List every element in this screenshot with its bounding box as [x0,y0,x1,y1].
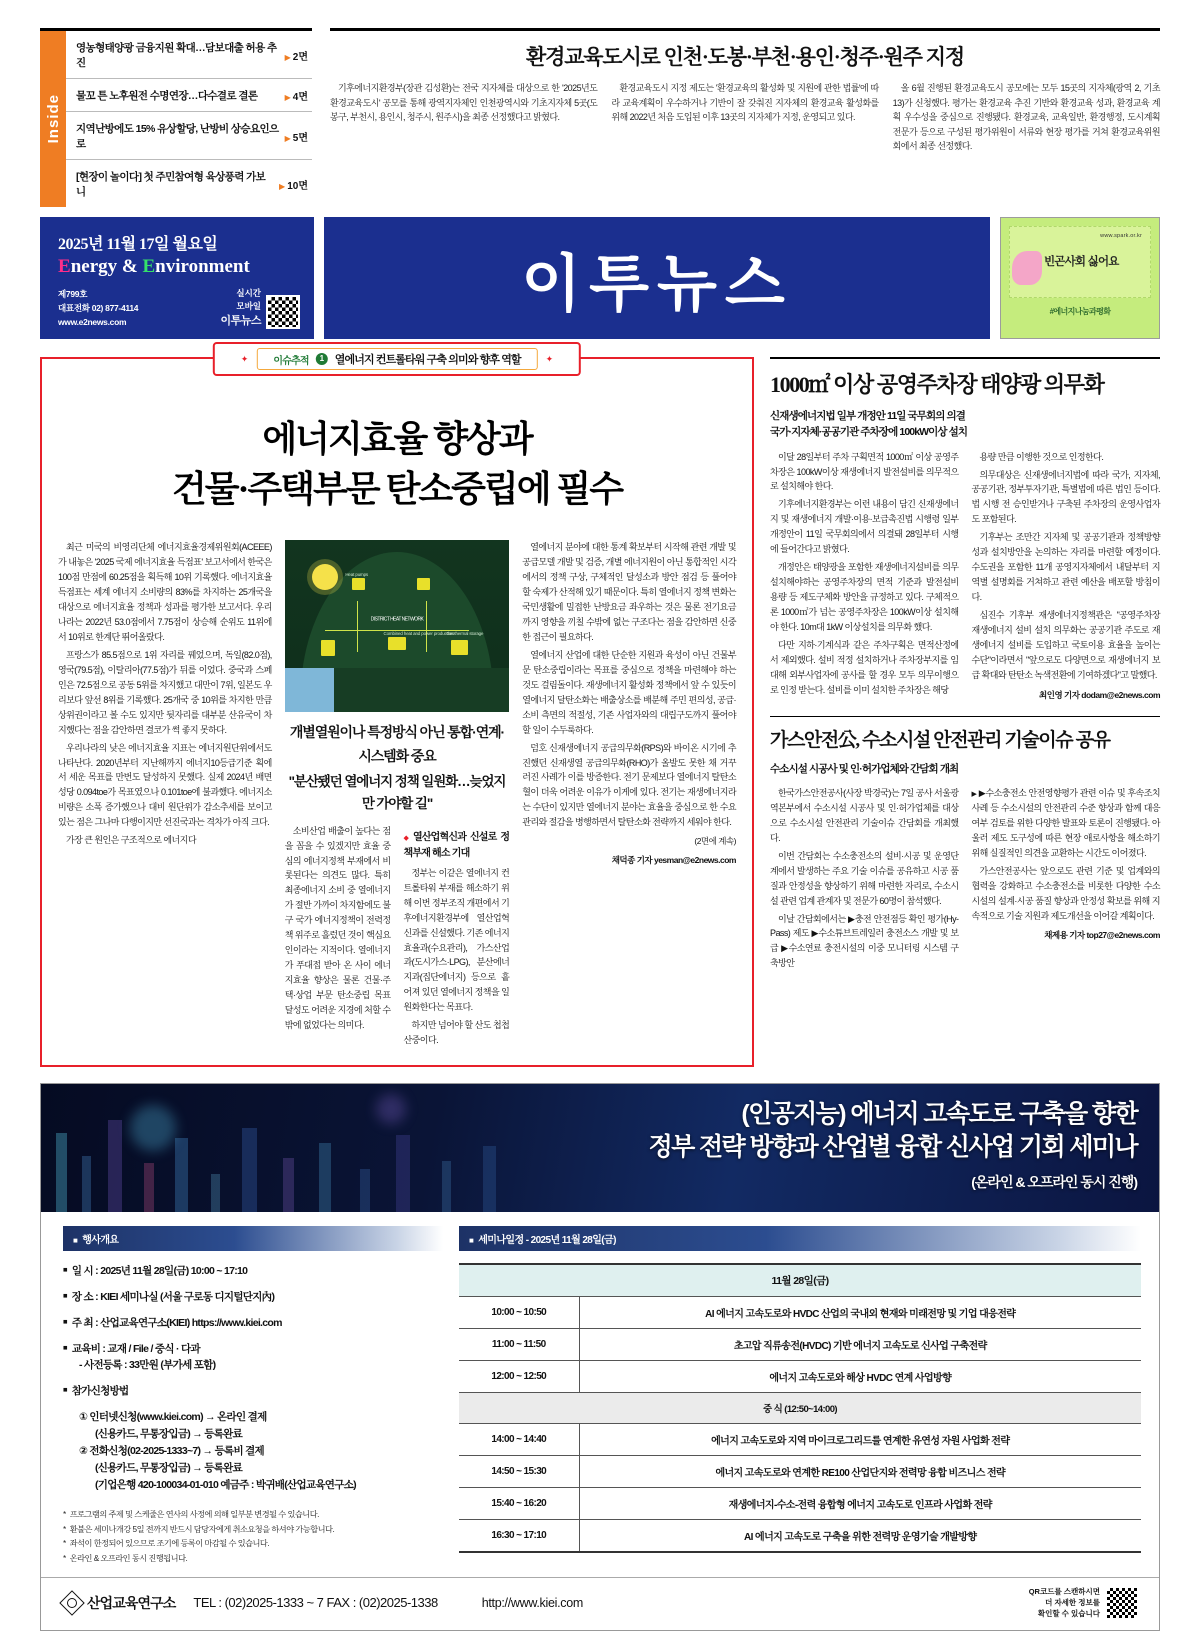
heat-pump-icon [352,578,365,590]
article-column-with-figure [285,540,509,1051]
inside-item-page: ▶ 5면 [285,129,308,144]
qr-line-1: QR코드를 스캔하시면 [1028,1586,1100,1596]
inside-index-box [40,28,312,207]
article-columns [770,450,1160,702]
seminar-footer-bar [41,1577,1159,1630]
sea-area [285,668,339,712]
seminar-hero-banner [41,1084,1159,1212]
article-column [285,824,391,1051]
session-topic: 에너지 고속도로와 해상 HVDC 연계 사업방향 [579,1361,1141,1393]
paragraph: 기후부는 조만간 지자체 및 공공기관과 정책방향성과 설치방안을 논의하는 자리를 마련할 예정이다. 수도권을 포함한 11개 공영지자체에서 내달부터 지역별 설명회를 거쳐하고 관련 예산을 배포할 방침이다. [971,532,1160,603]
byline: 채덕종 기자 yesman@e2news.com [611,855,736,866]
paragraph: 소비산업 배출이 높다는 점을 꼽을 수 있겠지만 효율 중심의 에너지정책 부재에서 비롯된다는 의견도 많다. 특히 최종에너지 소비 중 열에너지가 절반 가까이 차지함에도 불구 국가 에너지정책이 전력정책 위주로 흘렀던 것이 핵심요인이라는 지적이다. 열에너지가 푸대접 받아 온 사이 에너지효율 향상은 물론 건물·주택·상업 부문 탄소중립 목표 달성도 어려운 지경에 처할 수밖에 없었다는 의미다. [284,825,391,1030]
note: * 프로그램의 주제 및 스케줄은 연사의 사정에 의해 일부분 변경될 수 있습니다. [63,1508,443,1523]
table-row [459,1424,1141,1456]
seminar-subtitle: (온라인 & 오프라인 동시 진행) [971,1174,1137,1191]
article-column [404,824,510,1051]
overview-section-header: ■ 행사개요 [63,1226,443,1251]
headline-line-2: 건물·주택부문 탄소중립에 필수 [171,468,623,509]
table-row-break [459,1393,1141,1424]
ribbon-label: 열에너지 컨트롤타워 구축 의미와 향후 역할 [334,354,521,367]
right-column [770,357,1160,988]
inside-item-text: 물꼬 튼 노후원전 수명연장…다수결로 결론 [76,90,258,102]
kiei-diamond-icon [59,1590,84,1615]
figure-label: Heat pumps [345,572,369,578]
paragraph: 기후에너지환경부는 이런 내용이 담긴 신재생에너지 및 재생에너지 개발·이용·보급촉진법 시행령 일부 개정안이 11일 국무회의에서 의결돼 28일부터 시행에 들어간다고 밝혔다. [770,499,959,555]
apply-label: 참가신청방법 [71,1385,129,1398]
network-line [357,601,358,653]
article-column [972,450,1161,702]
host-label: 주 최 [71,1316,93,1329]
article-subheadline [770,408,1160,441]
article-column [611,81,878,156]
masthead-mobile [220,287,300,329]
organization-name: 산업교육연구소 [87,1594,176,1611]
city-skyline-graphic [41,1084,555,1212]
continued-note: (2면에 계속) [694,836,736,847]
inside-item-text: 지역난방에도 15% 유상할당, 난방비 상승요인으로 [76,123,279,150]
environment-word: nvironment [155,256,250,277]
place-label: 장 소 [71,1290,93,1303]
paragraph: 열에너지 산업에 대한 단순한 지원과 육성이 아닌 건물부문 탄소중립이라는 목표를 중심으로 정책을 마련해야 하는 것도 걸림돌이다. 재생에너지 활성화 정책에서 앞 수 있듯이 열에너지 달탄소화는 배출상소를 배분해 주민 편의성, 공급·소비 측면의 적절성, 기존 사업자와의 대립구도까지 풀어야 할 일이 수두룩하다. [522,649,736,735]
inside-item-page: ▶ 10면 [279,177,308,192]
seminar-overview-panel [63,1226,443,1567]
table-row [459,1297,1141,1329]
headline-line-1: 에너지효율 향상과 [262,419,532,460]
article-column [330,81,597,156]
list-item[interactable] [66,79,312,112]
paragraph: 정부는 이같은 열에너지 컨트롤타워 부재를 해소하기 위해 이번 정부조직 개편에서 기후에너지환경부에 열산업혁신과를 신설했다. 기존 에너지효율과(수요관리), 가스산업과(도시가스·LPG), 분산에너지과(집단에너지) 등으로 흩어져 있던 열에너지 정책을 일원화한다는 목표다. [403,867,510,1013]
ground-area [334,668,509,712]
session-time: 14:50 ~ 15:30 [459,1456,579,1488]
top-article-headline: 환경교육도시로 인천·도봉·부천·용인·청주·원주 지정 [526,45,964,69]
right-article-solar [770,357,1160,702]
ad-url: www.spark.or.kr [1100,233,1142,239]
paragraph: 열에너지 분야에 대한 통계 확보부터 시작해 관련 개발 및 공급모델 개발 및 검증, 개별 에너지원이 아닌 통합적인 시각에서의 정책 구상, 구체적인 달성소과 방안 점검 등 풀어야 할 숙제가 산적해 있기 때문이다. 특히 열에너지 정책 변화는 국민생활에 밀접한 난방요금 좌우하는 것은 물론 전기요금까지 영향을 끼칠 수밖에 없는 구조다는 점을 감안하면 신중한 접근이 필요하다. [522,542,736,643]
seminar-advertisement[interactable] [40,1083,1160,1631]
qr-line-3: 확인할 수 있습니다 [1037,1609,1100,1619]
inside-item-text: 영농형태양광 금융지원 확대…담보대출 허용 추진 [76,42,277,69]
inside-item-page: ▶ 2면 [285,48,308,63]
qr-code-icon[interactable] [1107,1588,1137,1618]
masthead-advertisement[interactable] [1000,217,1160,339]
apply-line: ② 전화신청(02-2025-1333~7) → 등록비 결제 [79,1444,264,1457]
note: * 환불은 세미나개강 5일 전까지 반드시 담당자에게 취소요청을 하셔야 가능합니다. [63,1523,443,1538]
sub-body [404,866,510,1048]
paragraph: 환경교육도시 지정 제도는 '환경교육의 활성화 및 지원에 관한 법률'에 따라 교육계획이 우수하거나 기반이 잘 갖춰진 지자체의 환경교육 활성화를 위해 2022년 처음 도입된 이후 13곳의 지자체가 지정, 운영되고 있다. [611,83,879,123]
paragraph: 프랑스가 85.5점으로 1위 자리를 꿰었으며, 독일(82.0점), 영국(79.5점), 이탈리아(77.5점)가 뒤를 이었다. 중국과 스페인은 72.5점으로 공동 5위를 차지했고 대만이 7위, 일본도 우리보다 앞선 8위를 기록했다. 25개국 중 10위를 차지한 만큼 상위권이라고 볼 수도 있지만 뒷자리를 대부분 산유국이 차지했다는 점을 감안하면 결코가 썩 좋지 못하다. [58,649,272,735]
feature-article [40,353,754,1067]
paragraph: 한국가스안전공사(사장 박경국)는 7일 공사 서울광역본부에서 수소시설 시공사 및 인·허가업체를 대상으로 수소시설 안전관리 기술이슈 간담회를 개최했다. [770,788,959,843]
seminar-notes [63,1508,443,1567]
sun-icon [312,564,338,590]
issue-number: 제799호 [58,289,88,299]
article-columns [770,786,1160,974]
paragraph: 하지만 넘어야 할 산도 첩첩산중이다. [403,1020,510,1046]
publication-date: 2025년 11월 17일 월요일 [58,236,218,253]
note: * 좌석이 한정되어 있으므로 조기에 등록이 마감될 수 있습니다. [63,1537,443,1552]
date-value: 2025년 11월 28일(금) 10:00 ~ 17:10 [100,1265,248,1278]
apply-line: (기업은행 420-100034-01-010 예금주 : 박귀배(산업교육연구소) [95,1478,356,1491]
session-time: 12:00 ~ 12:50 [459,1361,579,1393]
paragraph: 이날 간담회에서는 ▶충전 안전점등 확인 평가(Hy-Pass) 제도 ▶수소튜브트레일러 충전소스 개발 및 보급 ▶수소연료 충전시설의 이중 모니터링 시스템 구축방안 [770,913,959,969]
info-date: ■ 일 시 : 2025년 11월 28일(금) 10:00 ~ 17:10 [63,1263,443,1280]
place-value: KIEI 세미나실 (서울 구로동 디지털단지內) [100,1290,275,1303]
masthead-info-panel [40,217,314,339]
list-item[interactable] [66,160,312,207]
feature-ribbon [213,342,581,376]
diamond-icon: ✦ [545,353,554,364]
session-topic: AI 에너지 고속도로 구축을 위한 전력망 운영기술 개발방향 [579,1520,1141,1553]
article-headline: 가스안전公, 수소시설 안전관리 기술이슈 공유 [770,729,1110,751]
paragraph: 최근 미국의 비영리단체 에너지효율경제위원회(ACEEE)가 내놓은 '2025 국제 에너지효율 득점표' 보고서에서 한국은 100점 만점에 60.25점을 획득해 10위 기록했다. 에너지효율 득점표는 세계 에너지 소비량의 83%를 차지하는 25개국을 대상으로 에너지효율 정책과 성과를 평가한 보고서다. 우리나라는 2022년 53.0점에서 7.75점이 상승해 순위도 11위에서 10위로 한계단 뛰어올랐다. [58,542,272,643]
inside-list [66,31,312,207]
top-article [330,28,1160,156]
masthead-english-title [58,256,300,278]
masthead-details [58,287,300,329]
ribbon-inner [256,348,537,370]
session-time: 16:30 ~ 17:10 [459,1520,579,1553]
schedule-table [459,1263,1141,1553]
e-pink: E [58,256,71,277]
article-column [522,540,736,1051]
paragraph: 용량 만큼 이행한 것으로 인정한다. [979,451,1104,462]
qr-line-2: 더 자세한 정보를 [1045,1598,1100,1608]
schedule-section-header: ■ 세미나일정 - 2025년 11월 28일(금) [459,1226,1141,1251]
brand-name: 이투뉴스 [220,314,261,327]
district-heating-infographic [285,540,509,712]
hero-text-block [649,1098,1137,1192]
mobile-label: 모바일 [236,300,261,311]
qr-section [1029,1586,1137,1620]
organization-url[interactable]: http://www.kiei.com [481,1595,583,1610]
info-host: ■ 주 최 : 산업교육연구소(KIEI) https://www.kiei.com [63,1315,443,1332]
session-topic: 에너지 고속도로와 연계한 RE100 산업단지와 전력망 융합 비즈니스 전략 [579,1456,1141,1488]
paragraph: ▶ ▶수소충전소 안전영향평가 관련 이슈 및 후속조치 사례 등 수소시설의 안전관리 수준 향상과 함께 대응 여부 검토를 위한 다양한 발표와 토론이 진행됐다. 아울러 제도 도구성에 따른 현장 애로사항을 해소하기 위해 실질적인 의견을 교환하는 시간도 이어졌다. [972,786,1161,861]
seminar-body [41,1212,1159,1577]
paragraph: 가스안전공사는 앞으로도 관련 기준 및 업계와의 협력을 강화하고 수소충전소를 비롯한 다양한 수소시설의 설계·시공 품질 향상과 안정성 확보를 위해 지속적으로 기술 지원과 제도개선을 이어갈 계획이다. [971,865,1160,921]
info-apply [63,1383,443,1400]
inside-item-text: [현장이 놀이다] 첫 주민참여형 육상풍력 가보니 [76,171,266,198]
apply-line: (신용카드, 무통장입금) → 등록완료 [95,1461,243,1474]
website-url[interactable]: www.e2news.com [58,317,127,328]
fee-value: 교재 / File / 중식 · 다과 [107,1342,200,1355]
apply-line: (신용카드, 무통장입금) → 등록완료 [95,1427,243,1440]
session-time: 14:00 ~ 14:40 [459,1424,579,1456]
subheadline-line-1: 신재생에너지법 일부 개정안 11일 국무회의 의결 [770,410,966,423]
session-time: 10:00 ~ 10:50 [459,1297,579,1329]
seminar-schedule-panel [459,1226,1141,1567]
note: * 온라인 & 오프라인 동시 진행됩니다. [63,1552,443,1567]
masthead [0,207,1200,339]
article-column [770,786,959,974]
session-topic: 에너지 고속도로와 지역 마이크로그리드를 연계한 유연성 자원 사업화 전략 [579,1424,1141,1456]
energy-word: nergy & [70,256,143,277]
table-row [459,1456,1141,1488]
host-value[interactable]: 산업교육연구소(KIEI) https://www.kiei.com [100,1316,282,1329]
feature-headline [58,415,736,514]
session-time: 15:40 ~ 16:20 [459,1488,579,1520]
diamond-icon: ✦ [240,353,249,364]
sub-headline: ◆ 열산업혁신과 신설로 정책부재 해소 기대 [404,830,510,863]
page-title: 이투뉴스 [521,249,793,319]
ad-footer-text: #에너지나눔과평화 [1049,307,1111,316]
inside-item-page: ▶ 4면 [285,88,308,103]
article-column [893,81,1160,156]
paragraph: 가장 큰 원인은 구조적으로 에너지다 [66,835,196,846]
paragraph: 다만 지하·기계식과 같은 주차구획은 면적산정에서 제외했다. 설비 적정 설치하거나 주차장부지를 임대해 외부사업자에 공사를 할 경우 모두 의무이행으로 인정 받는다. 설비를 이미 설치한 주차장은 해당 [770,639,959,695]
session-topic: 초고압 직류송전(HVDC) 기반 에너지 고속도로 신사업 구축전략 [579,1329,1141,1361]
glow-effect [130,1105,176,1151]
fee-label: 교육비 [71,1342,101,1355]
article-subheadline: 수소시설 시공사 및 인·허가업체와 간담회 개최 [770,762,959,775]
figure-center-label: DISTRICT HEAT NETWORK [370,616,424,622]
paragraph: 의무대상은 신재생에너지법에 따라 국가, 지자체, 공공기관, 정부투자기관, 특별법에 따른 법인 등이다. 법 시행 전 승인받거나 구축된 주차장의 운영사업자도 포함된다. [971,469,1160,525]
ribbon-tag: 이슈추적 [273,355,309,367]
qr-code-icon[interactable] [266,295,300,329]
paragraph: 개정안은 태양광을 포함한 재생에너지설비를 의무설치해야하는 공영주차장의 면적 기준과 발전설비 용량 등 제도구체화 방안을 규정하고 있다. 구체적으론 1000㎡가 넘는 공영주차장은 100kW이상 설치해야 한다. 10m대 1kW 이상설치를 의무화 했다. [770,562,959,632]
building-node-icon [321,640,335,656]
figure-image [285,540,509,712]
table-row [459,1520,1141,1553]
paragraph: 우리나라의 낮은 에너지효율 지표는 에너지원단위에서도 나타난다. 2020년부터 지난해까지 에너지10등급기준 획에서 세운 목표를 만번도 달성하지 못했다. 실제 2024년 배면성당 0.094toe가 목표였으나 0.101toe에 불과했다. 에너지소비량은 소폭 증가했으나 대비 원단위가 감소추세를 보이고 있는 점은 그나마 다행이지만 선진국과는 격차가 아직 크다. [58,742,272,828]
subheadline-line-2: 국가·지자체·공공기관 주차장에 100kW이상 설치 [770,426,968,439]
table-row [459,1361,1141,1393]
session-time: 11:00 ~ 11:50 [459,1329,579,1361]
inside-tab [40,31,66,207]
paragraph: 덤호 신재생에너지 공급의무화(RPS)와 바이온 시기에 추진했던 신재생열 공급의무화(RHO)가 올발도 못한 채 거꾸러진 사례가 이를 방증한다. 전기 문제보다 열에너지 탈탄소혈이 더욱 어려운 이유가 이게에 있다. 전기는 재생에너지라는 수단이 있지만 열에너지 분야는 효율을 중심으로 한 수요관리와 절감을 병행하면서 탈탄소화 전략까지 세워야 한다. [522,742,736,828]
table-header-row [459,1264,1141,1297]
session-topic: 재생에너지-수소-전력 융합형 에너지 고속도로 인프라 사업화 전략 [579,1488,1141,1520]
article-headline: 1000㎡ 이상 공영주차장 태양광 의무화 [770,372,1104,398]
seminar-title-line-1: (인공지능) 에너지 고속도로 구축을 향한 [741,1100,1137,1129]
list-item[interactable] [66,112,312,160]
chp-plant-icon [388,637,406,650]
inside-tab-label: Inside [44,94,62,144]
top-article-columns [330,81,1160,156]
table-row [459,1488,1141,1520]
hand-icon [1012,251,1042,285]
main-body [0,339,1200,1067]
storage-icon [451,640,468,655]
day-header: 11월 28일(금) [459,1264,1141,1297]
seminar-title-line-2: 정부 전략 방향과 산업별 융합 신사업 기회 세미나 [648,1133,1137,1162]
article-column [58,540,272,1051]
fee-sub-value: - 사전등록 : 33만원 (부가세 포함) [79,1359,216,1372]
feature-columns [58,540,736,1051]
right-article-gas-safety [770,716,1160,975]
ribbon-number-badge: 1 [316,353,328,365]
lunch-break: 중 식 (12:50~14:00) [459,1393,1141,1424]
session-topic: AI 에너지 고속도로와 HVDC 산업의 국내외 현재와 미래전망 및 기업 대응전략 [579,1297,1141,1329]
paragraph: 올 6월 진행된 환경교육도시 공모에는 모두 15곳의 지자체(광역 2, 기초 13)가 신청했다. 평가는 환경교육 추진 기반와 환경교육 성과, 환경교육 계획 우수성을 중심으로 진행됐다. 환경교육, 교육일반, 환경행정, 도시계획 전문가 등으로 구성된 평가위원이 서류와 현장 평가를 거쳐 환경교육위원회에서 최종 선정했다. [892,83,1160,152]
e-green: E [142,256,156,277]
ad-inner-panel [1009,226,1151,298]
masthead-title-panel [324,217,990,339]
byline: 채제용 기자 top27@e2news.com [1044,930,1160,941]
paragraph: 이번 간담회는 수소충전소의 설비·시공 및 운영단계에서 발생하는 주요 기술 이슈를 공유하고 시공 품질과 안정성을 향상하기 위해 마련한 자리로, 수소시설 관련 업계 관계자 및 전문가 60명이 참석했다. [770,850,959,906]
paragraph: 이달 28일부터 주차 구획면적 1000㎡ 이상 공영주차장은 100kW이상 재생에너지 발전설비를 의무적으로 설치해야 한다. [770,451,959,492]
network-line [426,601,427,653]
top-strip [0,0,1200,207]
figure-caption-line-2: "분산됐던 열에너지 정책 일원화…늦었지만 가야할 길" [288,773,506,812]
kiei-logo [63,1593,175,1613]
contact-phone-fax: TEL : (02)2025-1333 ~ 7 FAX : (02)2025-1338 [193,1595,438,1611]
table-row [459,1329,1141,1361]
paragraph: 심진수 기후부 재생에너지정책관은 "공영주차장 재생에너지 설비 설치 의무화는 공공기관 주도로 재생에너지 설비를 도입하고 국토이용 효율을 높이는 수단"이라면서 "앞으로도 다양면으로 재생에너지 보급 확대와 탄탄소 녹색전환에 기여하겠다"고 말했다. [971,609,1160,680]
apply-line: ① 인터넷신청(www.kiei.com) → 온라인 결제 [79,1410,267,1423]
phone-number: 대표전화 02) 877-4114 [58,303,139,314]
realtime-label: 실시간 [236,288,261,299]
figure-label: Combined heat and power production [383,630,454,636]
paragraph: 기후에너지환경부(장관 김성환)는 전국 지자체를 대상으로 한 '2025년도 환경교육도시' 공모를 통해 광역지자체인 인천광역시와 기초지자체 5곳(도봉구, 부천시, 용인시, 청주시, 원주시)을 최종 선정했다고 밝혔다. [330,83,598,123]
qr-instructions [1029,1586,1100,1620]
info-place: ■ 장 소 : KIEI 세미나실 (서울 구로동 디지털단지內) [63,1289,443,1306]
solar-icon [417,578,430,590]
article-column [972,786,1161,974]
info-fee: ■ 교육비 : 교재 / File / 중식 · 다과 - 사전등록 : 33만원 (부가세 포함) [63,1341,443,1375]
masthead-contact [58,287,138,329]
mobile-text [220,287,261,329]
ad-slogan: 빈곤사회 싫어요 [1044,256,1119,268]
date-label: 일 시 [71,1265,93,1278]
figure-label: Geothermal storage [446,630,484,636]
figure-caption-line-1: 개별열원이나 특정방식 아닌 통합·연계·시스템화 중요 [289,724,505,764]
byline: 최인영 기자 dodam@e2news.com [1039,689,1160,700]
list-item[interactable] [66,31,312,79]
article-column [770,450,959,702]
